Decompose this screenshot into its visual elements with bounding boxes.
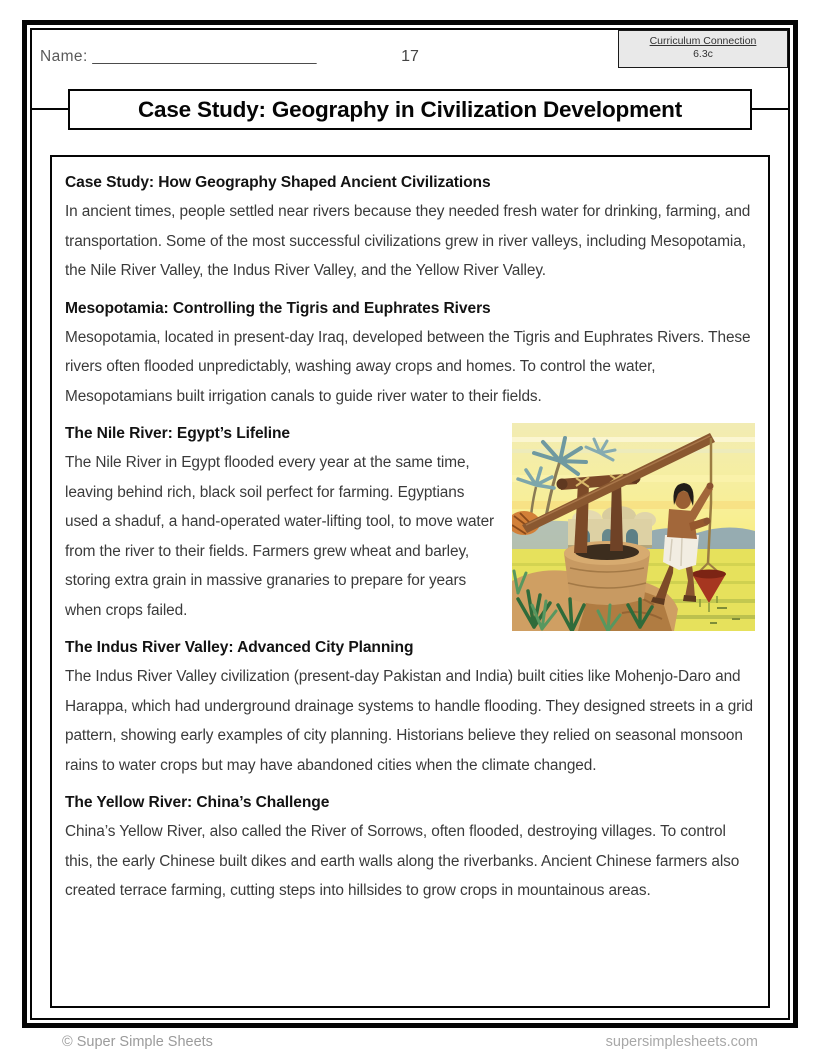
section-body: In ancient times, people settled near rivers because they needed fresh water for drinking, farming, and transportation. Some of the most successful civilizations grew in river valleys, including Mesopotamia, the Nile River Valley, the Indus River Valley, and the Yellow River Valley. — [65, 203, 751, 279]
footer-copyright: © Super Simple Sheets — [62, 1034, 213, 1050]
page-title: Case Study: Geography in Civilization Development — [68, 89, 752, 130]
footer-website: supersimplesheets.com — [605, 1034, 758, 1050]
section-yellow-river — [65, 788, 755, 906]
section-heading: Case Study: How Geography Shaped Ancient Civilizations — [65, 174, 491, 191]
section-heading: Mesopotamia: Controlling the Tigris and Euphrates Rivers — [65, 299, 491, 317]
section-body: China’s Yellow River, also called the River of Sorrows, often flooded, destroying villages. To control this, the early Chinese built dikes and earth walls along the riverbanks. Ancient Chinese farmers also created terrace farming, cutting steps into hillsides to grow crops in mountainous areas. — [65, 823, 740, 899]
section-indus-valley — [65, 633, 755, 780]
section-heading: The Yellow River: China’s Challenge — [65, 794, 330, 811]
page-number: 17 — [401, 48, 419, 65]
egyptian-shaduf-illustration — [512, 423, 755, 631]
name-label: Name: — [40, 48, 88, 65]
name-blank-line: __________________________ — [92, 48, 317, 65]
section-heading: The Nile River: Egypt’s Lifeline — [65, 425, 290, 442]
curriculum-connection-code: 6.3c — [693, 48, 713, 60]
section-nile-river — [65, 419, 755, 625]
curriculum-connection-title: Curriculum Connection — [649, 35, 757, 47]
section-case-study — [65, 168, 755, 286]
section-heading: The Indus River Valley: Advanced City Planning — [65, 639, 414, 656]
shaduf-scene-graphic — [512, 423, 755, 631]
section-body: The Nile River in Egypt flooded every year at the same time, leaving behind rich, black soil perfect for farming. Egyptians used a shaduf, a hand-operated water-lifting tool, to move water from the river to their fields. Farmers grew wheat and barley, storing extra grain in massive granaries to prepare for years when crops failed. — [65, 454, 495, 619]
section-body: Mesopotamia, located in present-day Iraq, developed between the Tigris and Euphrates Rivers. These rivers often flooded unpredictably, washing away crops and homes. To control the water, Mesopotamians built irrigation canals to guide river water to their fields. — [65, 328, 751, 405]
section-body: The Indus River Valley civilization (present-day Pakistan and India) built cities like Mohenjo-Daro and Harappa, which had underground drainage systems to handle flooding. They designed streets in a grid pattern, showing early examples of city planning. Historians believe they relied on seasonal monsoon rains to water crops but may have abandoned cities when the climate changed. — [65, 668, 753, 774]
section-mesopotamia — [65, 294, 755, 412]
curriculum-connection-badge — [618, 30, 788, 68]
article-box — [50, 155, 770, 1008]
